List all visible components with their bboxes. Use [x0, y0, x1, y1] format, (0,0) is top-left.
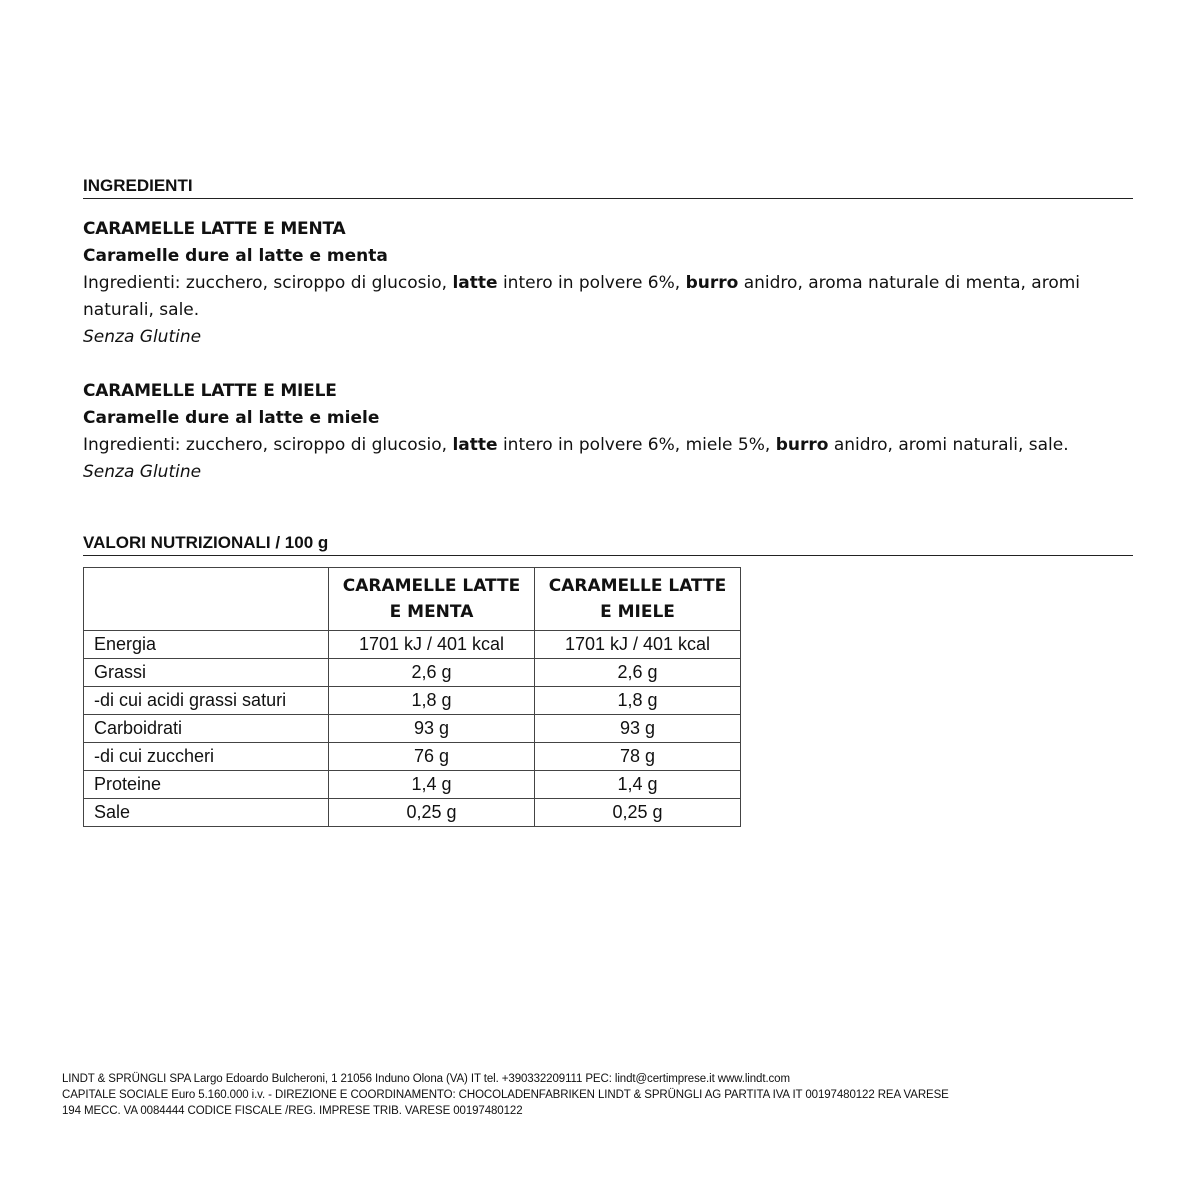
ingredients-part: Ingredienti: zucchero, sciroppo di glucosio, [83, 435, 453, 455]
allergen-highlight: latte [452, 435, 498, 455]
nutrition-body [84, 631, 741, 827]
value-miele: 78 g [535, 743, 741, 771]
nutrition-row [84, 743, 741, 771]
ingredients-text [83, 432, 1133, 459]
value-menta: 1701 kJ / 401 kcal [329, 631, 535, 659]
ingredients-part: intero in polvere 6%, [497, 273, 686, 293]
nutrition-row [84, 687, 741, 715]
product-subtitle: Caramelle dure al latte e miele [83, 408, 380, 428]
nutrition-heading: VALORI NUTRIZIONALI / 100 g [83, 533, 1133, 556]
nutrition-row [84, 631, 741, 659]
company-footer [62, 1071, 1152, 1119]
value-miele: 2,6 g [535, 659, 741, 687]
column-header-miele: CARAMELLE LATTE E MIELE [535, 568, 741, 631]
column-header-menta: CARAMELLE LATTE E MENTA [329, 568, 535, 631]
value-miele: 1701 kJ / 401 kcal [535, 631, 741, 659]
value-menta: 0,25 g [329, 799, 535, 827]
allergen-highlight: burro [775, 435, 829, 455]
value-menta: 2,6 g [329, 659, 535, 687]
gluten-free-note: Senza Glutine [83, 462, 202, 482]
nutrient-label: Proteine [84, 771, 329, 799]
value-menta: 76 g [329, 743, 535, 771]
ingredients-text [83, 270, 1133, 324]
product-block-menta [83, 216, 1133, 351]
value-menta: 93 g [329, 715, 535, 743]
value-menta: 1,8 g [329, 687, 535, 715]
nutrient-label: Sale [84, 799, 329, 827]
ingredients-part: anidro, aroma naturale di menta, aromi naturali, sale. [83, 273, 1081, 320]
nutrient-label: Energia [84, 631, 329, 659]
nutrition-row [84, 799, 741, 827]
nutrition-row [84, 771, 741, 799]
value-miele: 1,8 g [535, 687, 741, 715]
value-miele: 1,4 g [535, 771, 741, 799]
nutrition-table [83, 567, 741, 827]
empty-header-cell [84, 568, 329, 631]
value-miele: 0,25 g [535, 799, 741, 827]
ingredients-part: Ingredienti: zucchero, sciroppo di glucosio, [83, 273, 453, 293]
ingredients-heading: INGREDIENTI [83, 176, 1133, 199]
value-miele: 93 g [535, 715, 741, 743]
footer-line-registry: 194 MECC. VA 0084444 CODICE FISCALE /REG. IMPRESE TRIB. VARESE 00197480122 [62, 1105, 523, 1117]
gluten-free-note: Senza Glutine [83, 327, 202, 347]
nutrition-row [84, 715, 741, 743]
nutrition-header-row [84, 568, 741, 631]
nutrient-label: -di cui acidi grassi saturi [84, 687, 329, 715]
ingredients-part: intero in polvere 6%, miele 5%, [497, 435, 776, 455]
allergen-highlight: burro [685, 273, 739, 293]
nutrient-label: Carboidrati [84, 715, 329, 743]
footer-line-address: LINDT & SPRÜNGLI SPA Largo Edoardo Bulcheroni, 1 21056 Induno Olona (VA) IT tel. +390332209111 PEC: lindt@certimprese.it www.lindt.com [62, 1073, 790, 1085]
ingredients-part: anidro, aromi naturali, sale. [828, 435, 1069, 455]
product-title: CARAMELLE LATTE E MENTA [83, 219, 346, 239]
value-menta: 1,4 g [329, 771, 535, 799]
nutrient-label: -di cui zuccheri [84, 743, 329, 771]
footer-line-capital: CAPITALE SOCIALE Euro 5.160.000 i.v. - DIREZIONE E COORDINAMENTO: CHOCOLADENFABRIKEN LINDT & SPRÜNGLI AG PARTITA IVA IT 00197480122 REA VARESE [62, 1089, 949, 1101]
nutrient-label: Grassi [84, 659, 329, 687]
product-block-miele [83, 378, 1133, 486]
product-subtitle: Caramelle dure al latte e menta [83, 246, 388, 266]
product-title: CARAMELLE LATTE E MIELE [83, 381, 337, 401]
nutrition-row [84, 659, 741, 687]
allergen-highlight: latte [452, 273, 498, 293]
